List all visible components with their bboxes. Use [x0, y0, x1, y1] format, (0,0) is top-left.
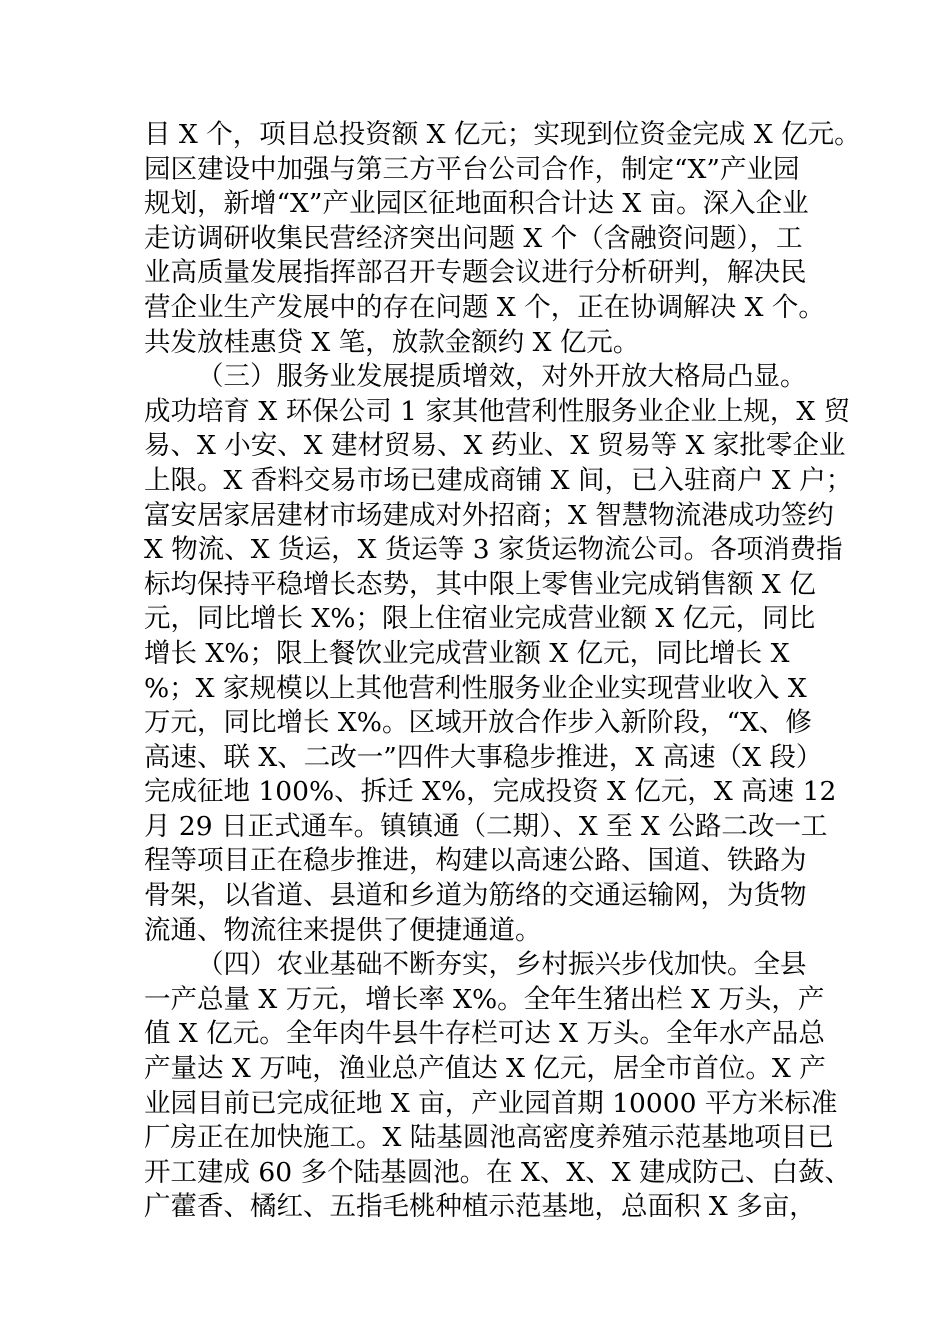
text-line: 上限。X 香料交易市场已建成商铺 X 间，已入驻商户 X 户；	[144, 464, 853, 496]
text-line: 广藿香、橘红、五指毛桃种植示范基地，总面积 X 多亩，	[144, 1191, 816, 1223]
text-line: X 物流、X 货运，X 货运等 3 家货运物流公司。各项消费指	[144, 534, 843, 566]
text-line: 产量达 X 万吨，渔业总产值达 X 亿元，居全市首位。X 产	[144, 1053, 826, 1085]
text-line: %；X 家规模以上其他营利性服务业企业实现营业收入 X	[144, 672, 807, 704]
text-line: 共发放桂惠贷 X 笔，放款金额约 X 亿元。	[144, 326, 640, 358]
text-line: 业高质量发展指挥部召开专题会议进行分析研判，解决民	[144, 257, 807, 289]
body-text	[144, 118, 861, 1225]
section-heading-4: （四）农业基础不断夯实，乡村振兴步伐加快。全县	[197, 949, 807, 981]
text-line: 完成征地 100%、拆迁 X%，完成投资 X 亿元，X 高速 12	[144, 776, 837, 808]
text-line: 易、X 小安、X 建材贸易、X 药业、X 贸易等 X 家批零企业	[144, 430, 846, 462]
text-line: 开工建成 60 多个陆基圆池。在 X、X、X 建成防己、白蔹、	[144, 1156, 852, 1188]
text-line: 目 X 个，项目总投资额 X 亿元；实现到位资金完成 X 亿元。	[144, 119, 861, 150]
text-line: 营企业生产发展中的存在问题 X 个，正在协调解决 X 个。	[144, 291, 825, 323]
text-line: 富安居家居建材市场建成对外招商；X 智慧物流港成功签约	[144, 499, 834, 531]
section-heading-3: （三）服务业发展提质增效，对外开放大格局凸显。	[197, 361, 807, 393]
text-line: 月 29 日正式通车。镇镇通（二期）、X 至 X 公路二改一工	[144, 810, 828, 842]
text-line: 园区建设中加强与第三方平台公司合作，制定“X”产业园	[144, 153, 800, 185]
text-line: 规划，新增“X”产业园区征地面积合计达 X 亩。深入企业	[144, 188, 809, 220]
text-line: 厂房正在加快施工。X 陆基圆池高密度养殖示范基地项目已	[144, 1122, 834, 1154]
text-line: 骨架，以省道、县道和乡道为筋络的交通运输网，为货物	[144, 880, 807, 912]
text-line: 标均保持平稳增长态势，其中限上零售业完成销售额 X 亿	[144, 568, 816, 600]
text-line: 走访调研收集民营经济突出问题 X 个（含融资问题），工	[144, 222, 803, 254]
text-line: 元，同比增长 X%；限上住宿业完成营业额 X 亿元，同比	[144, 603, 816, 635]
text-line: 万元，同比增长 X%。区域开放合作步入新阶段，“X、修	[144, 707, 812, 739]
text-line: 增长 X%；限上餐饮业完成营业额 X 亿元，同比增长 X	[144, 637, 790, 669]
text-line: 成功培育 X 环保公司 1 家其他营利性服务业企业上规，X 贸	[144, 395, 851, 427]
text-line: 高速、联 X、二改一”四件大事稳步推进，X 高速（X 段）	[144, 741, 823, 773]
text-line: 业园目前已完成征地 X 亩，产业园首期 10000 平方米标准	[144, 1087, 838, 1119]
text-line: 程等项目正在稳步推进，构建以高速公路、国道、铁路为	[144, 845, 807, 877]
text-line: 流通、物流往来提供了便捷通道。	[144, 914, 542, 946]
text-line: 值 X 亿元。全年肉牛县牛存栏可达 X 万头。全年水产品总	[144, 1018, 825, 1050]
text-line: 一产总量 X 万元，增长率 X%。全年生猪出栏 X 万头，产	[144, 983, 825, 1015]
